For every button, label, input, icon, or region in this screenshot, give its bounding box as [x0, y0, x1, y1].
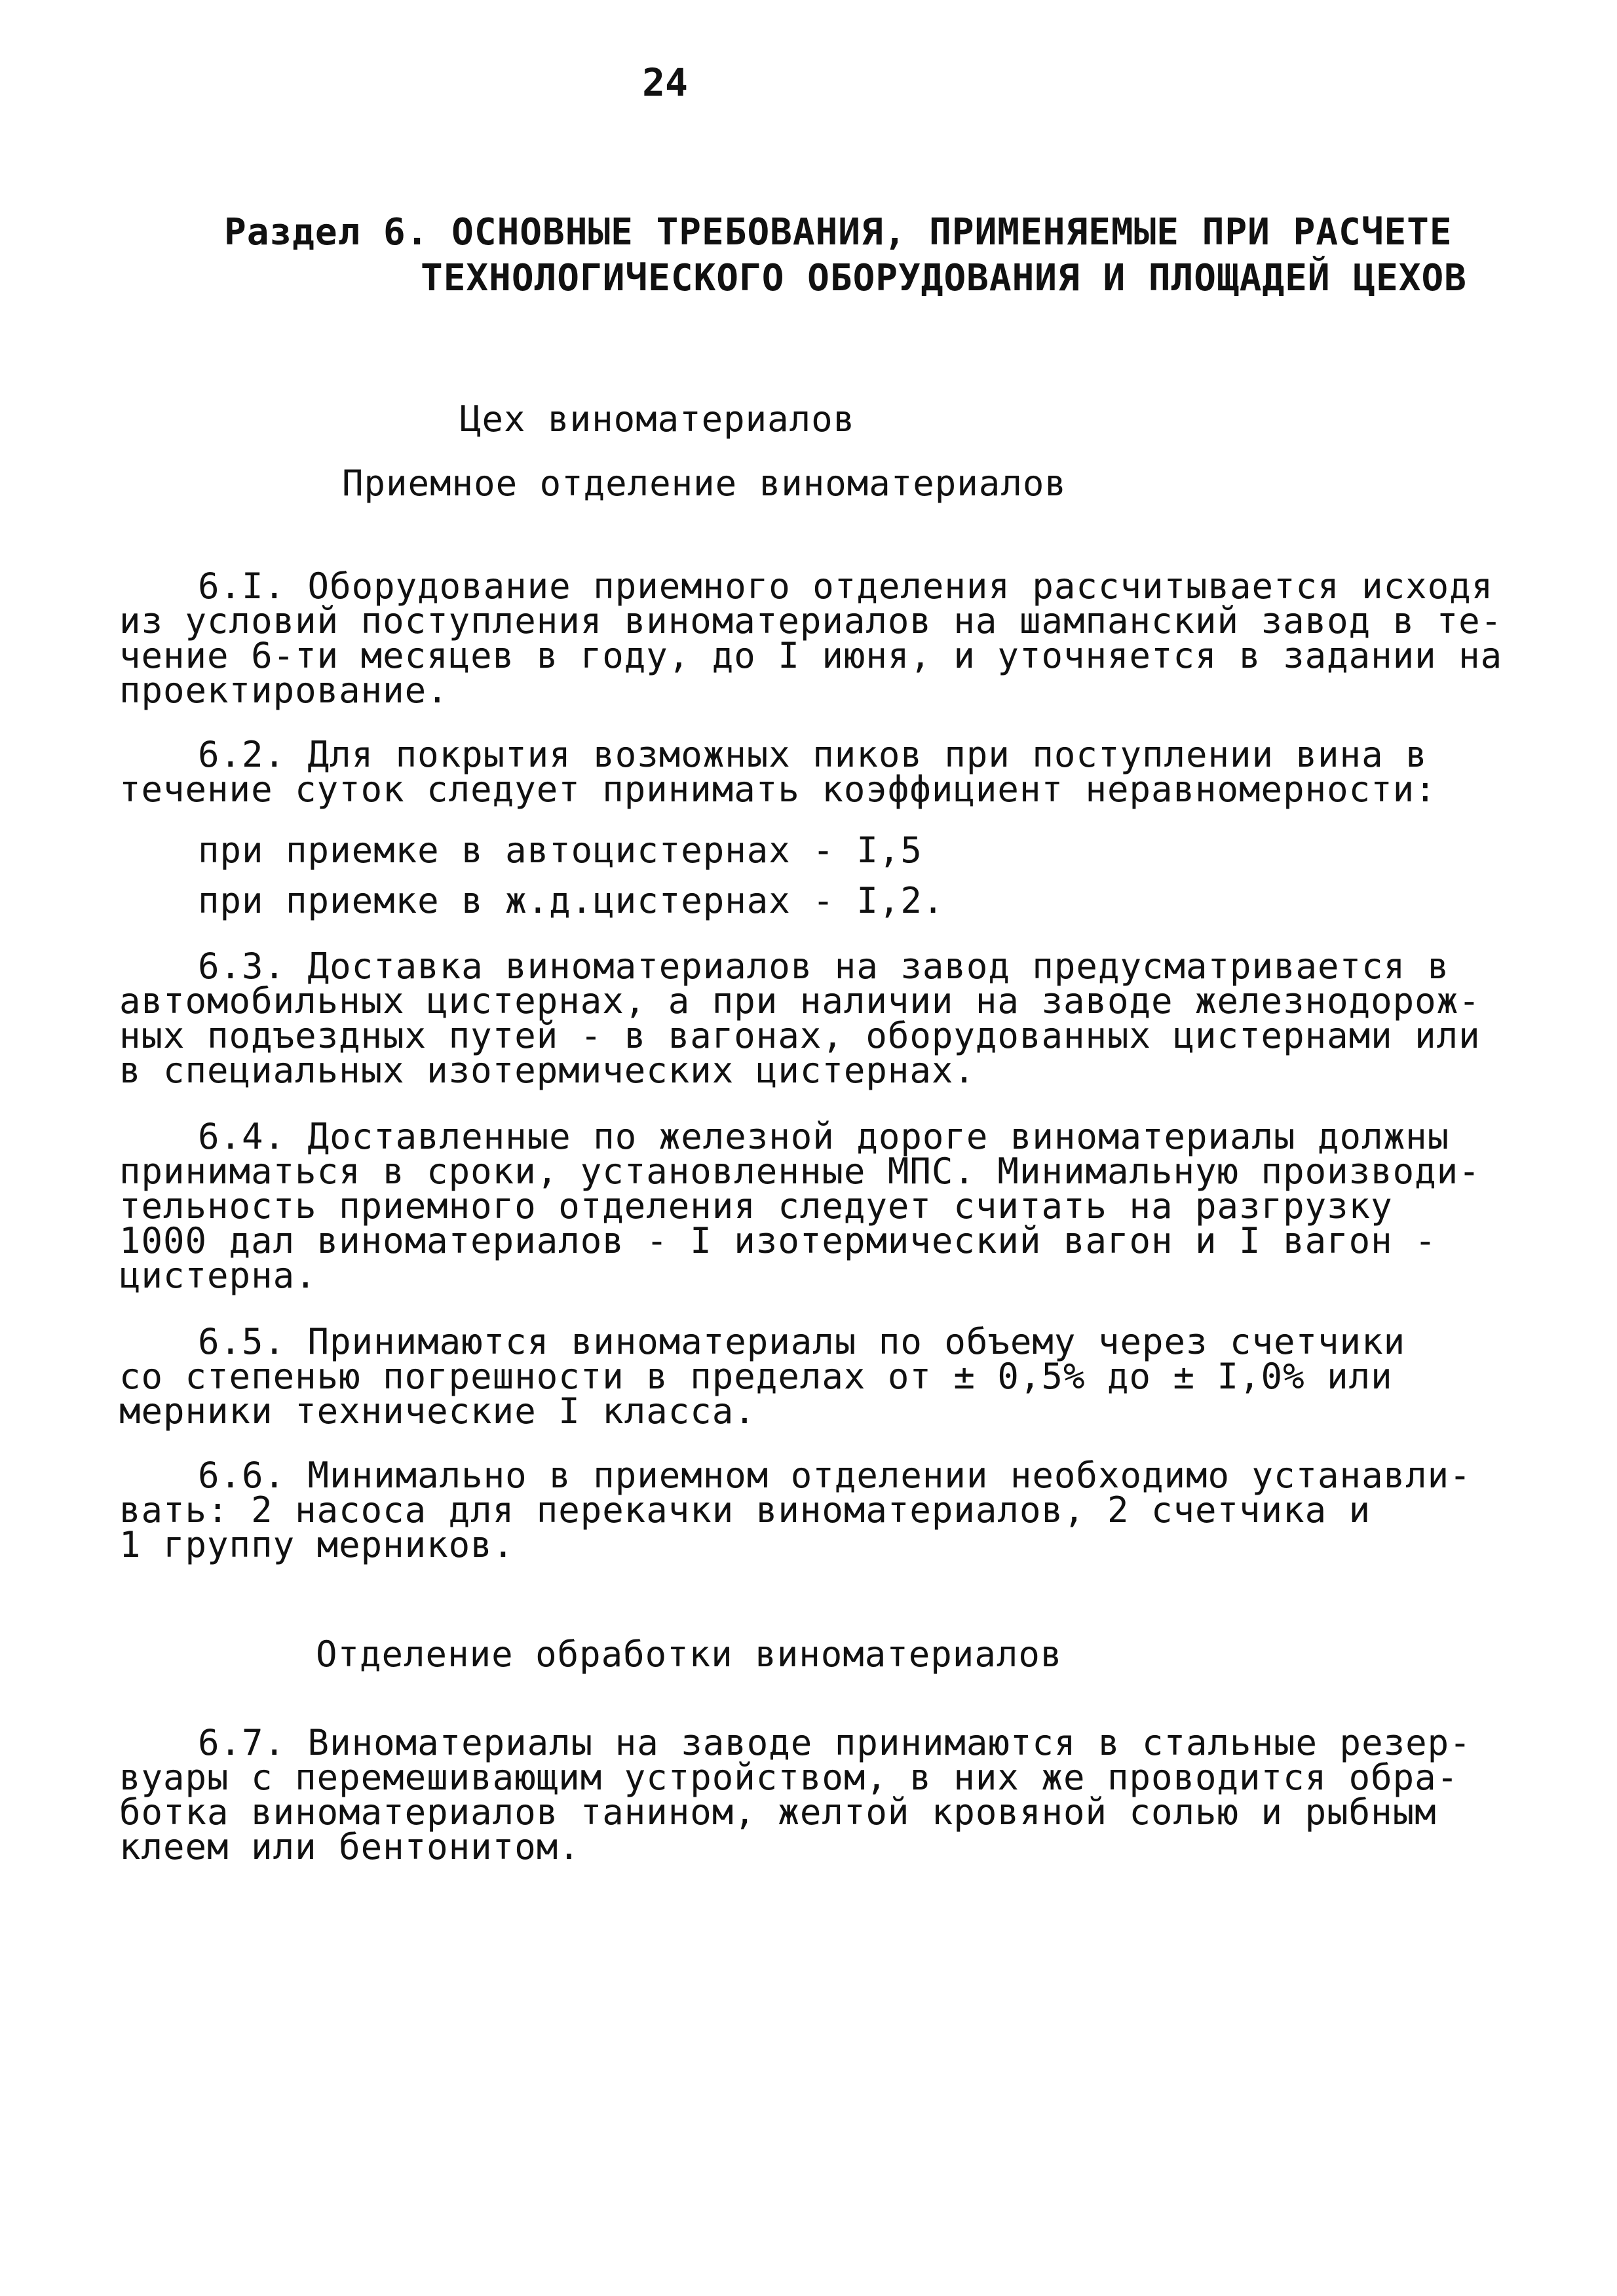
paragraph-6-3-line-3: ных подъездных путей - в вагонах, оборудованных цистернами или: [119, 1015, 1481, 1056]
paragraph-6-7-line-4: клеем или бентонитом.: [119, 1826, 580, 1867]
paragraph-6-3-line-1: 6.3. Доставка виноматериалов на завод предусматривается в: [198, 946, 1450, 987]
paragraph-6-5-line-1: 6.5. Принимаются виноматериалы по объему через счетчики: [198, 1321, 1406, 1362]
section-title-line-2: ТЕХНОЛОГИЧЕСКОГО ОБОРУДОВАНИЯ И ПЛОЩАДЕЙ ЦЕХОВ: [421, 257, 1467, 299]
paragraph-6-7-line-2: вуары с перемешивающим устройством, в них же проводится обра-: [119, 1757, 1459, 1798]
paragraph-6-5-line-2: со степенью погрешности в пределах от ± 0,5% до ± I,0% или: [119, 1356, 1393, 1397]
paragraph-6-1-line-4: проектирование.: [119, 670, 449, 711]
paragraph-6-5-line-3: мерники технические I класса.: [119, 1390, 756, 1432]
paragraph-6-7-line-3: ботка виноматериалов танином, желтой кровяной солью и рыбным: [119, 1791, 1437, 1833]
paragraph-6-4-line-1: 6.4. Доставленные по железной дороге виноматериалы должны: [198, 1116, 1450, 1157]
paragraph-6-4-line-4: 1000 дал виноматериалов - I изотермический вагон и I вагон -: [119, 1220, 1437, 1261]
paragraph-6-3-line-4: в специальных изотермических цистернах.: [119, 1050, 976, 1091]
paragraph-6-2-line-1: 6.2. Для покрытия возможных пиков при поступлении вина в: [198, 734, 1428, 775]
paragraph-6-7-line-1: 6.7. Виноматериалы на заводе принимаются в стальные резер-: [198, 1722, 1472, 1763]
paragraph-6-2-line-4: при приемке в ж.д.цистернах - I,2.: [198, 880, 945, 921]
paragraph-6-6-line-3: 1 группу мерников.: [119, 1524, 515, 1565]
paragraph-6-6-line-1: 6.6. Минимально в приемном отделении необходимо устанавли-: [198, 1455, 1472, 1496]
paragraph-6-3-line-2: автомобильных цистернах, а при наличии на заводе железнодорож-: [119, 980, 1481, 1022]
page-number: 24: [642, 60, 688, 105]
paragraph-6-2-line-3: при приемке в автоцистернах - I,5: [198, 830, 923, 871]
paragraph-6-1-line-3: чение 6-ти месяцев в году, до I июня, и уточняется в задании на: [119, 635, 1503, 676]
subheading-treatment-department: Отделение обработки виноматериалов: [316, 1634, 1063, 1675]
paragraph-6-1-line-2: из условий поступления виноматериалов на шампанский завод в те-: [119, 600, 1503, 641]
paragraph-6-2-line-2: течение суток следует принимать коэффициент неравномерности:: [119, 769, 1437, 810]
subheading-receiving-department: Приемное отделение виноматериалов: [342, 463, 1067, 504]
paragraph-6-1-line-1: 6.I. Оборудование приемного отделения рассчитывается исходя: [198, 565, 1494, 607]
paragraph-6-4-line-5: цистерна.: [119, 1255, 317, 1296]
section-title-line-1: Раздел 6. ОСНОВНЫЕ ТРЕБОВАНИЯ, ПРИМЕНЯЕМЫЕ ПРИ РАСЧЕТЕ: [224, 211, 1453, 254]
paragraph-6-4-line-2: приниматься в сроки, установленные МПС. Минимальную производи-: [119, 1151, 1481, 1192]
subheading-wine-materials-shop: Цех виноматериалов: [460, 398, 856, 440]
paragraph-6-4-line-3: тельность приемного отделения следует считать на разгрузку: [119, 1185, 1393, 1227]
paragraph-6-6-line-2: вать: 2 насоса для перекачки виноматериалов, 2 счетчика и: [119, 1489, 1371, 1531]
